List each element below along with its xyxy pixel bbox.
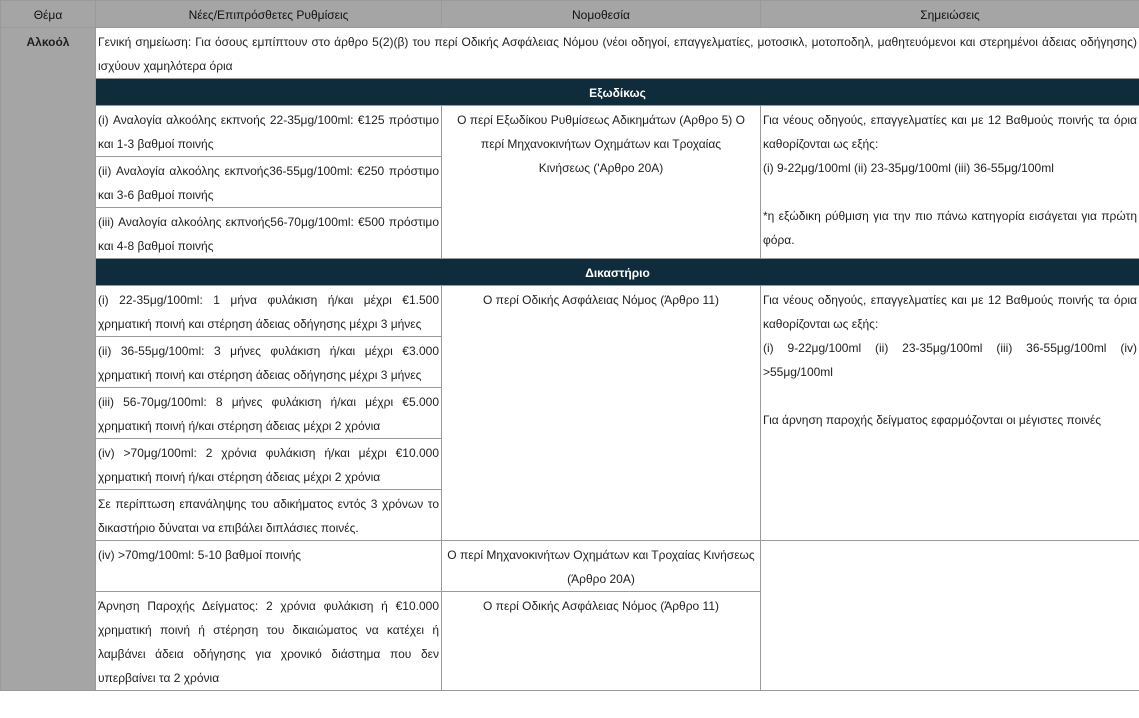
section-title-out-of-court: Εξωδίκως <box>96 79 1139 106</box>
spacer <box>763 180 1137 204</box>
out-of-court-notes <box>761 106 1139 259</box>
general-note-row <box>1 28 1139 79</box>
out-of-court-legislation: Ο περί Εξωδίκου Ρυθμίσεως Αδικημάτων (Αρθρο 5) Ο περί Μηχανοκινήτων Οχημάτων και Τροχαίας Κινήσεως ('Αρθρο 20Α) <box>442 106 761 259</box>
section-header-row <box>1 79 1139 106</box>
court-item: (i) 22-35μg/100ml: 1 μήνα φυλάκιση ή/και μέχρι €1.500 χρηματική ποινή και στέρηση άδειας οδήγησης μέχρι 3 μήνες <box>96 286 442 337</box>
theme-cell: Αλκοόλ <box>1 28 96 691</box>
empty-notes-cell <box>761 541 1139 691</box>
notes-line: Για νέους οδηγούς, επαγγελματίες και με 12 Βαθμούς ποινής τα όρια καθορίζονται ως εξής: <box>763 113 1137 151</box>
notes-line: *η εξώδικη ρύθμιση για την πιο πάνω κατηγορία εισάγεται για πρώτη φόρα. <box>763 209 1137 247</box>
out-of-court-item: (ii) Αναλογία αλκοόλης εκπνοής36-55μg/100ml: €250 πρόστιμο και 3-6 βαθμοί ποινής <box>96 157 442 208</box>
general-note: Γενική σημείωση: Για όσους εμπίπτουν στο άρθρο 5(2)(β) του περί Οδικής Ασφάλειας Νόμου (νέοι οδηγοί, επαγγελματίες, μοτοσικλ, μοτοποδηλ, μαθητευόμενοι και στερημένοι άδειας οδήγησης) ισχύουν χαμηλότερα όρια <box>96 28 1139 79</box>
court-legislation: Ο περί Οδικής Ασφάλειας Νόμος (Άρθρο 11) <box>442 286 761 541</box>
sample-refusal-item: Άρνηση Παροχής Δείγματος: 2 χρόνια φυλάκιση ή €10.000 χρηματική ποινή ή στέρηση του δικαιώματος να κατέχει ή λαμβάνει άδεια οδήγησης για χρονικό διάστημα που δεν υπερβαίνει τα 2 χρόνια <box>96 592 442 691</box>
court-item: (iii) 56-70μg/100ml: 8 μήνες φυλάκιση ή/και μέχρι €5.000 χρηματική ποινή ή/και στέρηση άδειας μέχρι 2 χρόνια <box>96 388 442 439</box>
out-of-court-item: (i) Αναλογία αλκοόλης εκπνοής 22-35μg/100ml: €125 πρόστιμο και 1-3 βαθμοί ποινής <box>96 106 442 157</box>
header-row <box>1 1 1139 28</box>
table-row <box>1 541 1139 592</box>
notes-line: Για νέους οδηγούς, επαγγελματίες και με 12 Βαθμούς ποινής τα όρια καθορίζονται ως εξής: <box>763 293 1137 331</box>
header-legislation: Νομοθεσία <box>442 1 761 28</box>
sample-refusal-legislation: Ο περί Οδικής Ασφάλειας Νόμος (Άρθρο 11) <box>442 592 761 691</box>
court-item: (ii) 36-55μg/100ml: 3 μήνες φυλάκιση ή/και μέχρι €3.000 χρηματική ποινή και στέρηση άδειας οδήγησης μέχρι 3 μήνες <box>96 337 442 388</box>
court-item: Σε περίπτωση επανάληψης του αδικήματος εντός 3 χρόνων το δικαστήριο δύναται να επιβάλει διπλάσιες ποινές. <box>96 490 442 541</box>
header-theme: Θέμα <box>1 1 96 28</box>
court-notes <box>761 286 1139 541</box>
table-row <box>1 286 1139 337</box>
penalty-points-legislation: Ο περί Μηχανοκινήτων Οχημάτων και Τροχαίας Κινήσεως (Άρθρο 20Α) <box>442 541 761 592</box>
section-title-court: Δικαστήριο <box>96 259 1139 286</box>
notes-line: (i) 9-22μg/100ml (ii) 23-35μg/100ml (iii) 36-55μg/100ml <box>763 161 1054 175</box>
table-row <box>1 106 1139 157</box>
out-of-court-item: (iii) Αναλογία αλκοόλης εκπνοής56-70μg/100ml: €500 πρόστιμο και 4-8 βαθμοί ποινής <box>96 208 442 259</box>
notes-line: (i) 9-22μg/100ml (ii) 23-35μg/100ml (iii) 36-55μg/100ml (iv) >55μg/100ml <box>763 341 1137 379</box>
penalty-points-item: (iv) >70mg/100ml: 5-10 βαθμοί ποινής <box>96 541 442 592</box>
header-notes: Σημειώσεις <box>761 1 1139 28</box>
notes-line: Για άρνηση παροχής δείγματος εφαρμόζονται οι μέγιστες ποινές <box>763 413 1102 427</box>
section-header-row <box>1 259 1139 286</box>
court-item: (iv) >70μg/100ml: 2 χρόνια φυλάκιση ή/και μέχρι €10.000 χρηματική ποινή ή/και στέρηση άδειας μέχρι 2 χρόνια <box>96 439 442 490</box>
spacer <box>763 384 1137 408</box>
header-settings: Νέες/Επιπρόσθετες Ρυθμίσεις <box>96 1 442 28</box>
